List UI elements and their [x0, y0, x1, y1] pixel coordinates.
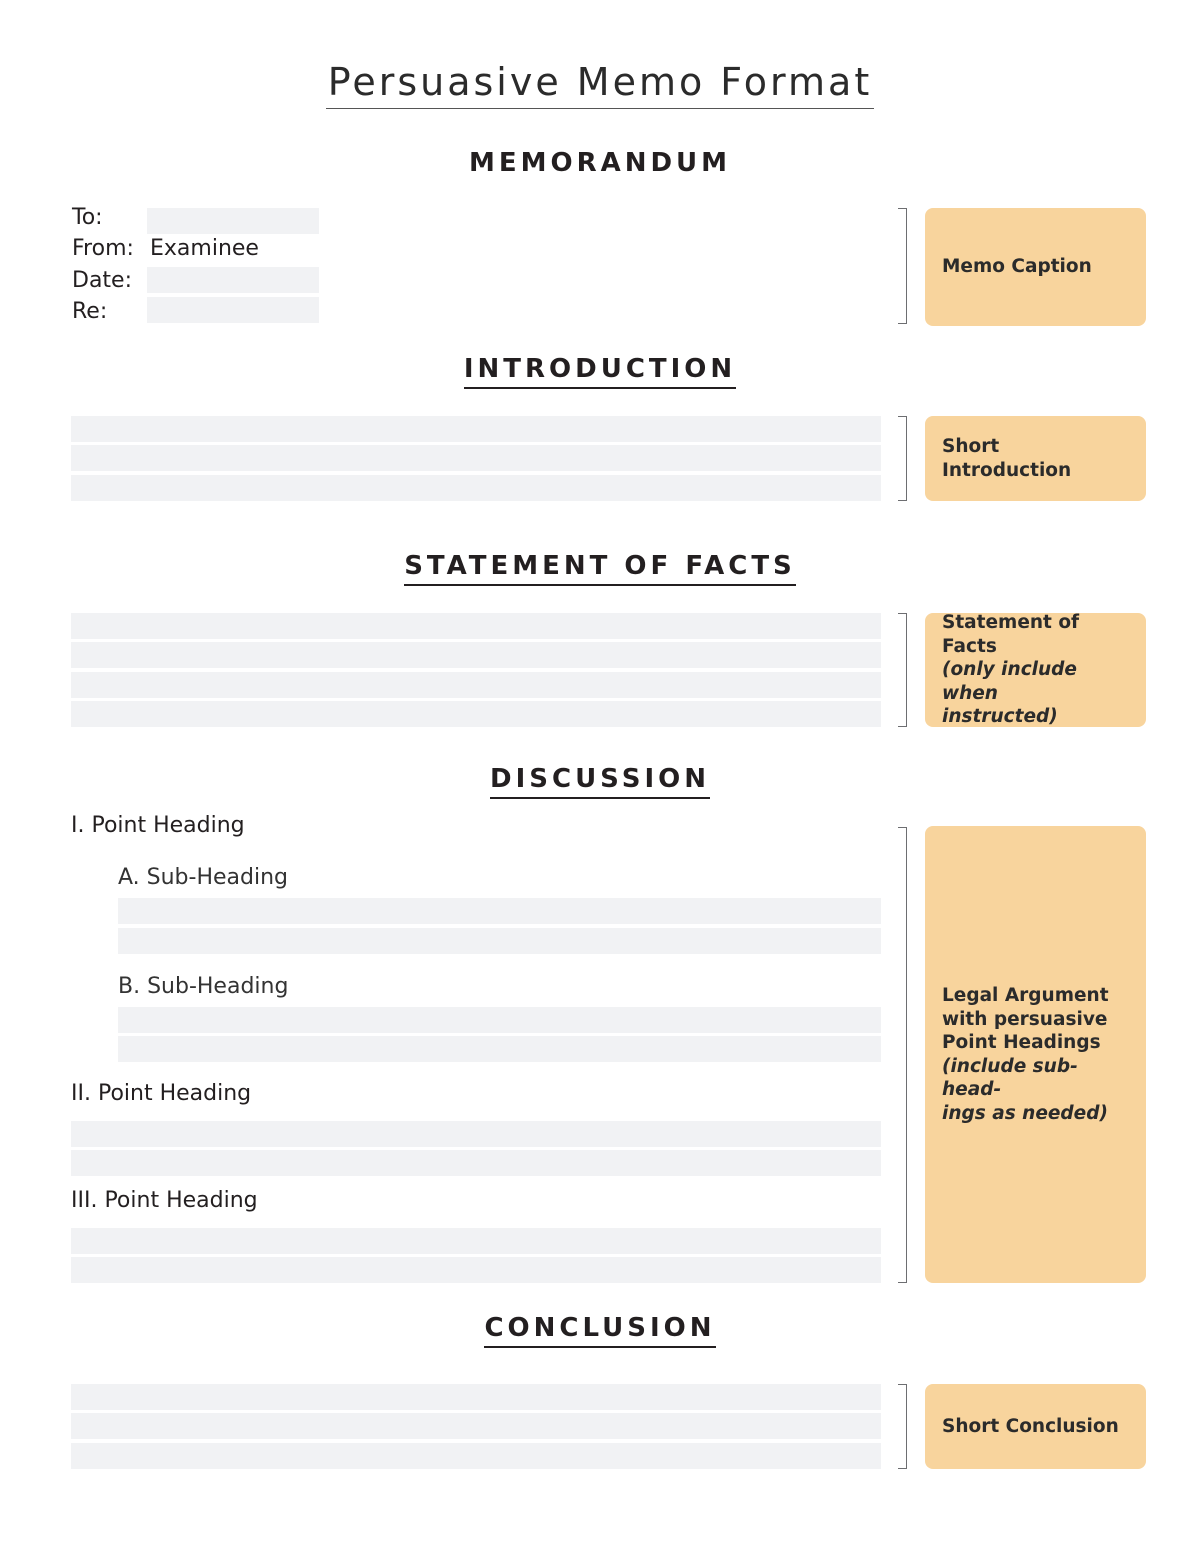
conclusion-note: Short Conclusion	[925, 1384, 1146, 1469]
text-line	[118, 1036, 881, 1062]
date-field-placeholder	[147, 267, 319, 293]
from-value: Examinee	[150, 236, 259, 261]
re-field-placeholder	[147, 297, 319, 323]
conclusion-bracket	[898, 1384, 907, 1469]
text-line	[71, 416, 881, 442]
date-label: Date:	[72, 268, 132, 293]
text-line	[71, 1413, 881, 1439]
sub-heading-b: B. Sub-Heading	[118, 974, 289, 999]
facts-note: Statement of Facts (only include when instructed)	[925, 613, 1146, 727]
from-label: From:	[72, 236, 134, 261]
text-line	[71, 672, 881, 698]
text-line	[71, 1443, 881, 1469]
discussion-bracket	[898, 827, 907, 1283]
introduction-heading: INTRODUCTION	[0, 352, 1200, 389]
text-line	[71, 1228, 881, 1254]
text-line	[118, 898, 881, 924]
facts-bracket	[898, 613, 907, 727]
text-line	[118, 928, 881, 954]
caption-bracket	[898, 208, 907, 324]
point-heading-3: III. Point Heading	[71, 1188, 258, 1213]
document-title	[0, 58, 1200, 109]
facts-heading: STATEMENT OF FACTS	[0, 549, 1200, 586]
to-field-placeholder	[147, 208, 319, 234]
text-line	[71, 475, 881, 501]
text-line	[71, 1257, 881, 1283]
text-line	[71, 642, 881, 668]
text-line	[71, 613, 881, 639]
introduction-note: Short Introduction	[925, 416, 1146, 501]
text-line	[118, 1007, 881, 1033]
document-title-text: Persuasive Memo Format	[326, 58, 874, 109]
sub-heading-a: A. Sub-Heading	[118, 865, 289, 890]
point-heading-2: II. Point Heading	[71, 1081, 252, 1106]
point-heading-1: I. Point Heading	[71, 813, 245, 838]
re-label: Re:	[72, 299, 108, 324]
text-line	[71, 701, 881, 727]
memo-caption-note: Memo Caption	[925, 208, 1146, 326]
to-label: To:	[72, 205, 103, 230]
text-line	[71, 1121, 881, 1147]
conclusion-heading: CONCLUSION	[0, 1311, 1200, 1348]
text-line	[71, 1150, 881, 1176]
introduction-bracket	[898, 416, 907, 501]
memorandum-heading: MEMORANDUM	[468, 148, 732, 178]
discussion-note: Legal Argument with persuasive Point Headings (include sub-head- ings as needed)	[925, 826, 1146, 1283]
text-line	[71, 445, 881, 471]
text-line	[71, 1384, 881, 1410]
discussion-heading: DISCUSSION	[0, 762, 1200, 799]
